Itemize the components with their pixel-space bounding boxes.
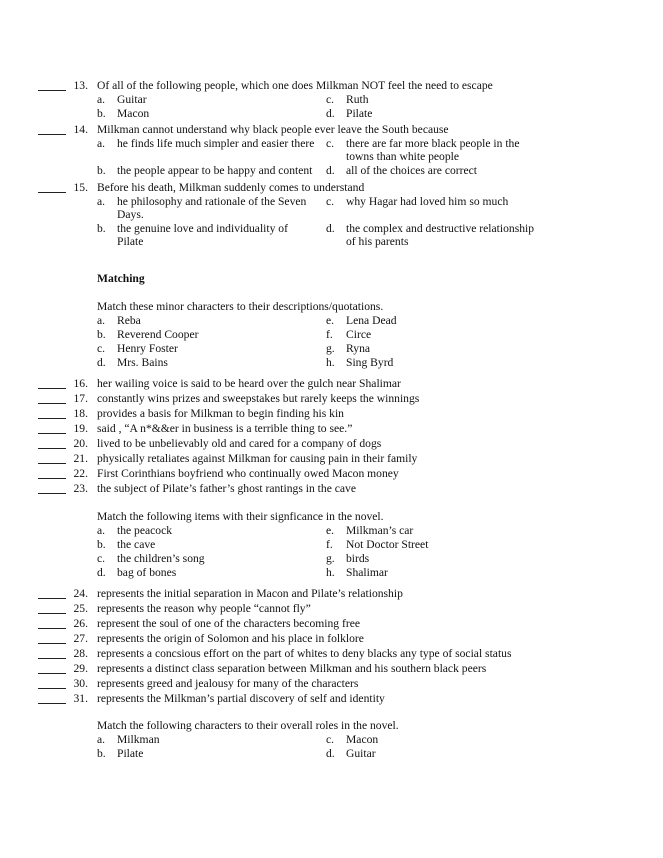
item-text: represents greed and jealousy for many of the characters <box>97 677 359 690</box>
item-number: 24. <box>73 587 88 600</box>
section-heading: Matching <box>97 272 145 285</box>
item-number: 19. <box>73 422 88 435</box>
item-number: 16. <box>73 377 88 390</box>
item-number: 22. <box>73 467 88 480</box>
item-number: 27. <box>73 632 88 645</box>
item-text: physically retaliates against Milkman for causing pain in their family <box>97 452 418 465</box>
item-number: 28. <box>73 647 88 660</box>
item-text: said , “A n*&&er in business is a terrible thing to see.” <box>97 422 353 435</box>
item-text: represents the Milkman’s partial discovery of self and identity <box>97 692 385 705</box>
item-number: 30. <box>73 677 88 690</box>
question-stem: Of all of the following people, which one does Milkman NOT feel the need to escape <box>97 79 493 92</box>
instructions: Match the following items with their signficance in the novel. <box>97 510 384 523</box>
item-text: represents a distinct class separation between Milkman and his southern black peers <box>97 662 487 675</box>
item-number: 25. <box>73 602 88 615</box>
item-number: 17. <box>73 392 88 405</box>
item-text: represents the origin of Solomon and his place in folklore <box>97 632 364 645</box>
item-number: 20. <box>73 437 88 450</box>
item-text: the subject of Pilate’s father’s ghost rantings in the cave <box>97 482 356 495</box>
question-stem: Milkman cannot understand why black people ever leave the South because <box>97 123 449 136</box>
item-text: lived to be unbelievably old and cared for a company of dogs <box>97 437 382 450</box>
item-text: First Corinthians boyfriend who continually owed Macon money <box>97 467 399 480</box>
item-number: 21. <box>73 452 88 465</box>
item-text: represent the soul of one of the characters becoming free <box>97 617 360 630</box>
question-number: 14. <box>73 123 88 136</box>
item-number: 23. <box>73 482 88 495</box>
item-text: constantly wins prizes and sweepstakes but rarely keeps the winnings <box>97 392 420 405</box>
question-number: 15. <box>73 181 88 194</box>
item-text: provides a basis for Milkman to begin finding his kin <box>97 407 344 420</box>
item-number: 31. <box>73 692 88 705</box>
instructions: Match these minor characters to their descriptions/quotations. <box>97 300 384 313</box>
question-stem: Before his death, Milkman suddenly comes to understand <box>97 181 365 194</box>
question-number: 13. <box>73 79 88 92</box>
item-number: 18. <box>73 407 88 420</box>
item-text: represents the initial separation in Macon and Pilate’s relationship <box>97 587 403 600</box>
instructions: Match the following characters to their overall roles in the novel. <box>97 719 399 732</box>
item-number: 29. <box>73 662 88 675</box>
item-text: her wailing voice is said to be heard over the gulch near Shalimar <box>97 377 401 390</box>
worksheet-page: 13. Of all of the following people, which one does Milkman NOT feel the need to escape a. Guitar b. Macon c. Ruth d. Pilate 14. Milkman cannot understand why black people ever leave the South because a. he finds life much simpler and easier there b. the people appear to be happy and content c. there are far more black people in the towns than white people d. all of the choices are correct 15. Before his death, Milkman suddenly comes to understand a. he philosophy and rationale of the Seven Days. b. the genuine love and individuality of Pilate c. why Hagar had loved him so much d. the complex and destructive relationship of his parents Matching Match these minor characters to their descriptions/quotations. a. Reba b. Reverend Cooper c. Henry Foster d. Mrs. Bains e. Lena Dead f. Circe g. Ryna h. Sing Byrd 16. her wailing voice is said to be heard over the gulch near Shalimar 17. constantly wins prizes and sweepstakes but rarely keeps the winnings 18. provides a basis for Milkman to begin finding his kin 19. said , “A n*&&er in business is a terrible thing to see.” 20. lived to be unbelievably old and cared for a company of dogs 21. physically retaliates against Milkman for causing pain in their family 22. First Corinthians boyfriend who continually owed Macon money 23. the subject of Pilate’s father’s ghost rantings in the cave Match the following items with their signficance in the novel. a. the peacock b. the cave c. the children’s song d. bag of bones e. Milkman’s car f. Not Doctor Street g. birds h. Shalimar 24. represents the initial separation in Macon and Pilate’s relationship 25. represents the reason why people “cannot fly” 26. represent the soul of one of the characters becoming free 27. represents the origin of Solomon and his place in folklore 28. represents a concsious effort on the part of whites to deny blacks any type of social status 29. represents a distinct class separation between Milkman and his southern black peers 30. represents greed and jealousy for many of the characters 31. represents the Milkman’s partial discovery of self and identity Match the following characters to their overall roles in the novel. a. Milkman b. Pilate c. Macon d. Guitar <box>0 0 663 858</box>
item-number: 26. <box>73 617 88 630</box>
item-text: represents a concsious effort on the part of whites to deny blacks any type of social status <box>97 647 512 660</box>
item-text: represents the reason why people “cannot fly” <box>97 602 311 615</box>
